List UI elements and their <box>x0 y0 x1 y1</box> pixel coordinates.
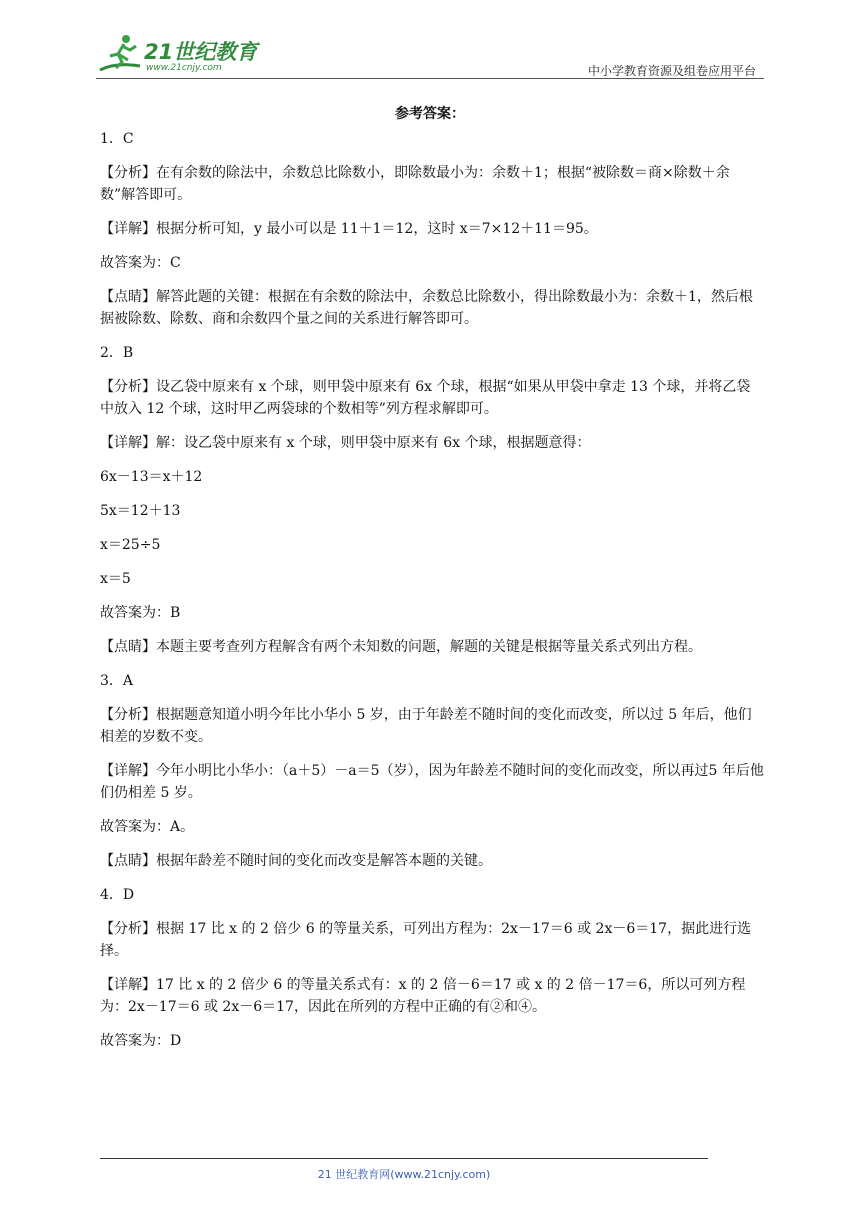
equation-step: x＝25÷5 <box>100 537 161 553</box>
page-title: 参考答案： <box>395 106 465 122</box>
site-logo <box>96 30 276 78</box>
footer-divider <box>100 1158 708 1159</box>
platform-name: 中小学教育资源及组卷应用平台 <box>587 64 756 78</box>
answer-1-analysis: 【分析】在有余数的除法中，余数总比除数小，即除数最小为：余数＋1；根据“被除数＝商×除数＋余数”解答即可。 <box>100 165 730 203</box>
answer-1-heading: 1．C <box>100 131 134 147</box>
answer-3-result: 故答案为：A。 <box>100 819 195 835</box>
answer-2-detail: 【详解】解：设乙袋中原来有 x 个球，则甲袋中原来有 6x 个球，根据题意得： <box>100 435 591 451</box>
answer-1-result: 故答案为：C <box>100 255 181 271</box>
answer-1-comment: 【点睛】解答此题的关键：根据在有余数的除法中，余数总比除数小，得出除数最小为：余数＋1，然后根据被除数、除数、商和余数四个量之间的关系进行解答即可。 <box>100 289 753 327</box>
answer-2-comment: 【点睛】本题主要考查列方程解含有两个未知数的问题，解题的关键是根据等量关系式列出方程。 <box>100 639 702 655</box>
footer-link[interactable]: 21 世纪教育网(www.21cnjy.com) <box>317 1168 491 1181</box>
answer-3-comment: 【点睛】根据年龄差不随时间的变化而改变是解答本题的关键。 <box>100 853 492 869</box>
answer-3-heading: 3．A <box>100 673 134 689</box>
answer-2-analysis: 【分析】设乙袋中原来有 x 个球，则甲袋中原来有 6x 个球，根据“如果从甲袋中拿走 13 个球，并将乙袋中放入 12 个球，这时甲乙两袋球的个数相等”列方程求解即可。 <box>100 379 751 417</box>
answer-3-analysis: 【分析】根据题意知道小明今年比小华小 5 岁，由于年龄差不随时间的变化而改变，所以过 5 年后，他们相差的岁数不变。 <box>100 707 752 745</box>
equation-step: 5x＝12＋13 <box>100 503 181 519</box>
header-divider <box>96 78 764 79</box>
logo-text: 21世纪教育 <box>144 40 258 64</box>
answer-4-heading: 4．D <box>100 887 135 903</box>
logo-url: www.21cnjy.com <box>146 63 222 73</box>
answer-content <box>100 128 764 1064</box>
page-header <box>96 30 764 78</box>
equation-step: 6x－13＝x＋12 <box>100 469 203 485</box>
runner-icon <box>96 32 144 76</box>
answer-4-result: 故答案为：D <box>100 1033 182 1049</box>
answer-2-heading: 2．B <box>100 345 134 361</box>
answer-4-detail: 【详解】17 比 x 的 2 倍少 6 的等量关系式有：x 的 2 倍－6＝17 或 x 的 2 倍－17＝6，所以可列方程为：2x－17＝6 或 2x－6＝17，因此在所列的方程中正确的有②和④。 <box>100 977 746 1015</box>
answer-2-result: 故答案为：B <box>100 605 181 621</box>
answer-3-detail: 【详解】今年小明比小华小：（a＋5）－a＝5（岁），因为年龄差不随时间的变化而改变，所以再过5 年后他们仍相差 5 岁。 <box>100 763 764 801</box>
equation-step: x＝5 <box>100 571 131 587</box>
answer-4-analysis: 【分析】根据 17 比 x 的 2 倍少 6 的等量关系，可列出方程为：2x－17＝6 或 2x－6＝17，据此进行选择。 <box>100 921 752 959</box>
answer-1-detail: 【详解】根据分析可知，y 最小可以是 11＋1＝12，这时 x＝7×12＋11＝95。 <box>100 221 598 237</box>
